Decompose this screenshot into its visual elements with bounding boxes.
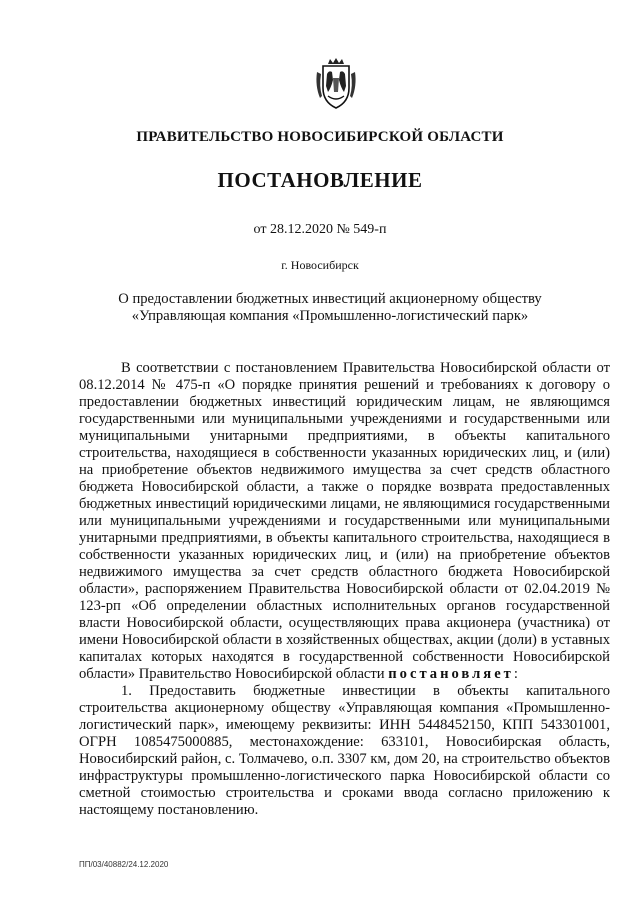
preamble-colon: :: [513, 666, 518, 682]
coat-of-arms-icon: [314, 58, 358, 110]
government-name: ПРАВИТЕЛЬСТВО НОВОСИБИРСКОЙ ОБЛАСТИ: [136, 129, 504, 145]
document-code: ПП/03/40882/24.12.2020: [79, 860, 169, 869]
preamble-text: В соответствии с постановлением Правительства Новосибирской области от 08.12.2014 № 475-п «О порядке принятия решений и требованиях к договору о предоставлении бюджетных инвестиций юридическим лицам, не являющимся государственными или муниципальными учреждениями и государственными или муниципальными унитарными предприятиями, в объекты капитального строительства, находящиеся в собственности указанных юридических лиц, и (или) на приобретение объектов недвижимого имущества за счет средств областного бюджета Новосибирской области, а также о порядке возврата предоставленных бюджетных инвестиций юридическими лицами, не являющимися государственными или муниципальными учреждениями и государственными или муниципальными унитарными предприятиями, в объекты капитального строительства, находящиеся в собственности указанных юридических лиц, и (или) на приобретение объектов недвижимого имущества за счет средств областного бюджета Новосибирской области», распоряжением Правительства Новосибирской области от 02.04.2019 № 123-рп «Об определении областных исполнительных органов государственной власти Новосибирской области, осуществляющих права акционера (участника) от имени Новосибирской области в хозяйственных обществах, акции (доли) в уставных капиталах которых находятся в государственной собственности Новосибирской области» Правительство Новосибирской области: [79, 360, 610, 682]
document-type-title: ПОСТАНОВЛЕНИЕ: [217, 168, 423, 192]
subject-line-1: О предоставлении бюджетных инвестиций акционерному обществу: [118, 291, 542, 307]
document-subject: [60, 291, 600, 325]
subject-line-2: «Управляющая компания «Промышленно-логистический парк»: [131, 308, 529, 324]
date-and-number: от 28.12.2020 № 549-п: [253, 222, 387, 237]
clause-1-paragraph: 1. Предоставить бюджетные инвестиции в объекты капитального строительства акционерному обществу «Управляющая компания «Промышленно-логистический парк», имеющему реквизиты: ИНН 5448452150, КПП 543301001, ОГРН 1085475000885, местонахождение: 633101, Новосибирская область, Новосибирский район, с. Толмачево, о.п. 3307 км, дом 20, на строительство объектов инфраструктуры промышленно-логистического парка Новосибирской области со сметной стоимостью строительства и сроками ввода согласно приложению к настоящему постановлению.: [79, 683, 610, 818]
city-name: г. Новосибирск: [281, 258, 359, 272]
resolves-word: постановляет: [388, 666, 514, 682]
document-body: [79, 360, 610, 819]
preamble-paragraph: [79, 360, 610, 683]
